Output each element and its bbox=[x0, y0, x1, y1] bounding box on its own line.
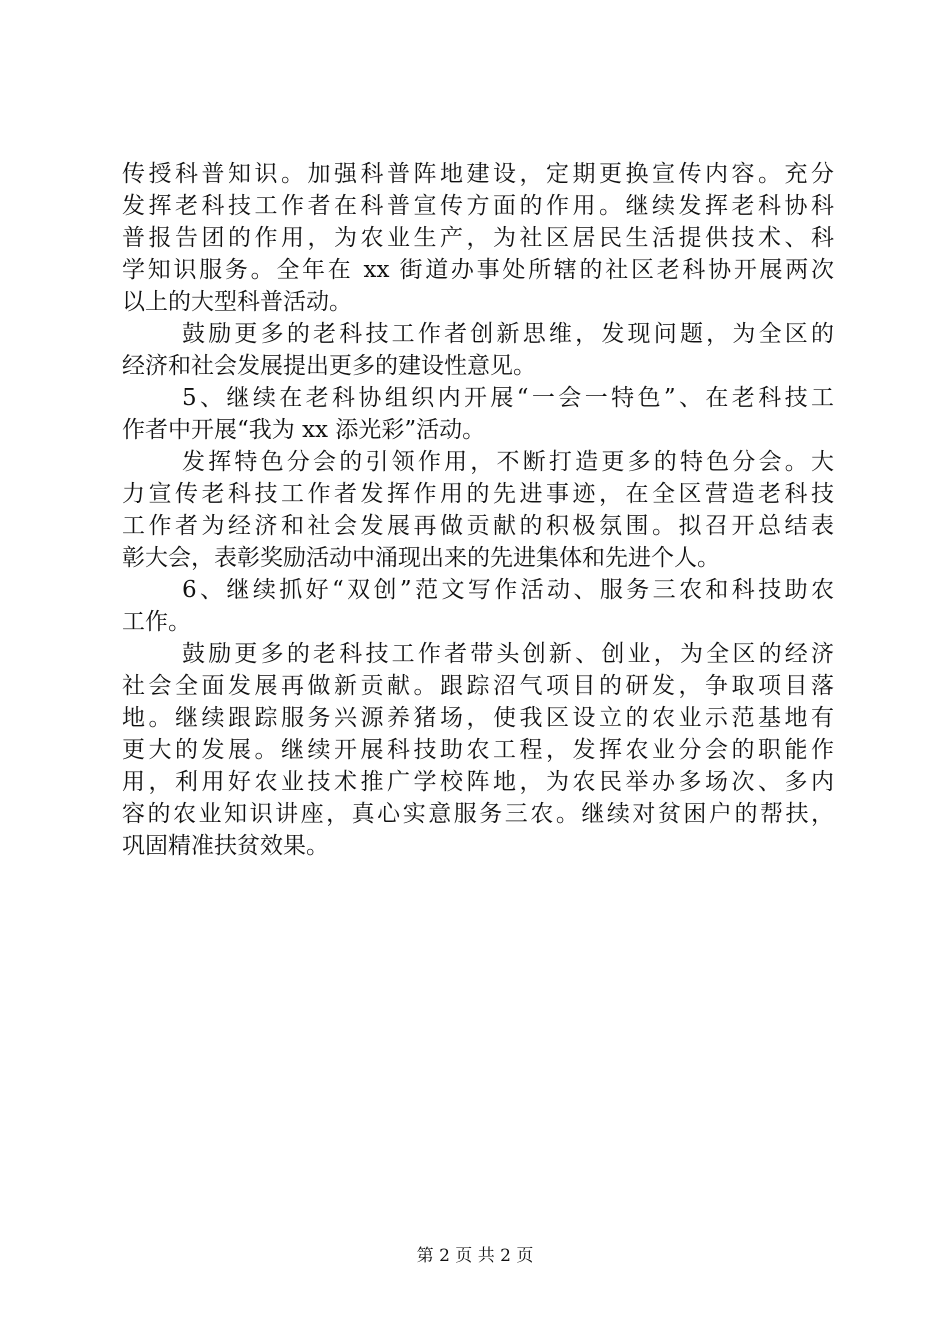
paragraph bbox=[122, 638, 834, 862]
paragraph bbox=[122, 318, 834, 382]
text-line: 普报告团的作用，为农业生产，为社区居民生活提供技术、科 bbox=[122, 225, 834, 251]
section-heading-6 bbox=[122, 574, 834, 638]
text-line: 传授科普知识。加强科普阵地建设，定期更换宣传内容。充分 bbox=[122, 161, 834, 187]
section-heading-5 bbox=[122, 382, 834, 446]
text-line: 工作。 bbox=[122, 609, 191, 635]
text-line: 发挥老科技工作者在科普宣传方面的作用。继续发挥老科协科 bbox=[122, 193, 834, 219]
paragraph bbox=[122, 158, 834, 318]
text-line: 彰大会，表彰奖励活动中涌现出来的先进集体和先进个人。 bbox=[122, 545, 720, 571]
text-line: 以上的大型科普活动。 bbox=[122, 289, 352, 315]
text-line: 发挥特色分会的引领作用，不断打造更多的特色分会。大 bbox=[182, 449, 834, 475]
page-number-footer: 第 2 页 共 2 页 bbox=[416, 1246, 534, 1266]
text-line: 用，利用好农业技术推广学校阵地，为农民举办多场次、多内 bbox=[122, 769, 834, 795]
text-line: 更大的发展。继续开展科技助农工程，发挥农业分会的职能作 bbox=[122, 737, 834, 763]
text-line: 鼓励更多的老科技工作者带头创新、创业，为全区的经济 bbox=[182, 641, 834, 667]
text-line: 社会全面发展再做新贡献。跟踪沼气项目的研发，争取项目落 bbox=[122, 673, 834, 699]
text-line: 学知识服务。全年在 xx 街道办事处所辖的社区老科协开展两次 bbox=[122, 257, 834, 283]
text-line: 力宣传老科技工作者发挥作用的先进事迹，在全区营造老科技 bbox=[122, 481, 834, 507]
text-line: 工作者为经济和社会发展再做贡献的积极氛围。拟召开总结表 bbox=[122, 513, 834, 539]
text-line: 巩固精准扶贫效果。 bbox=[122, 833, 329, 859]
text-line: 经济和社会发展提出更多的建设性意见。 bbox=[122, 353, 536, 379]
text-line: 6、继续抓好“双创”范文写作活动、服务三农和科技助农 bbox=[182, 577, 834, 603]
text-line: 鼓励更多的老科技工作者创新思维，发现问题，为全区的 bbox=[182, 321, 834, 347]
text-line: 地。继续跟踪服务兴源养猪场，使我区设立的农业示范基地有 bbox=[122, 705, 834, 731]
text-line: 作者中开展“我为 xx 添光彩”活动。 bbox=[122, 417, 486, 443]
text-line: 5、继续在老科协组织内开展“一会一特色”、在老科技工 bbox=[182, 385, 834, 411]
document-body bbox=[122, 158, 834, 862]
text-line: 容的农业知识讲座，真心实意服务三农。继续对贫困户的帮扶， bbox=[122, 801, 834, 827]
paragraph bbox=[122, 446, 834, 574]
